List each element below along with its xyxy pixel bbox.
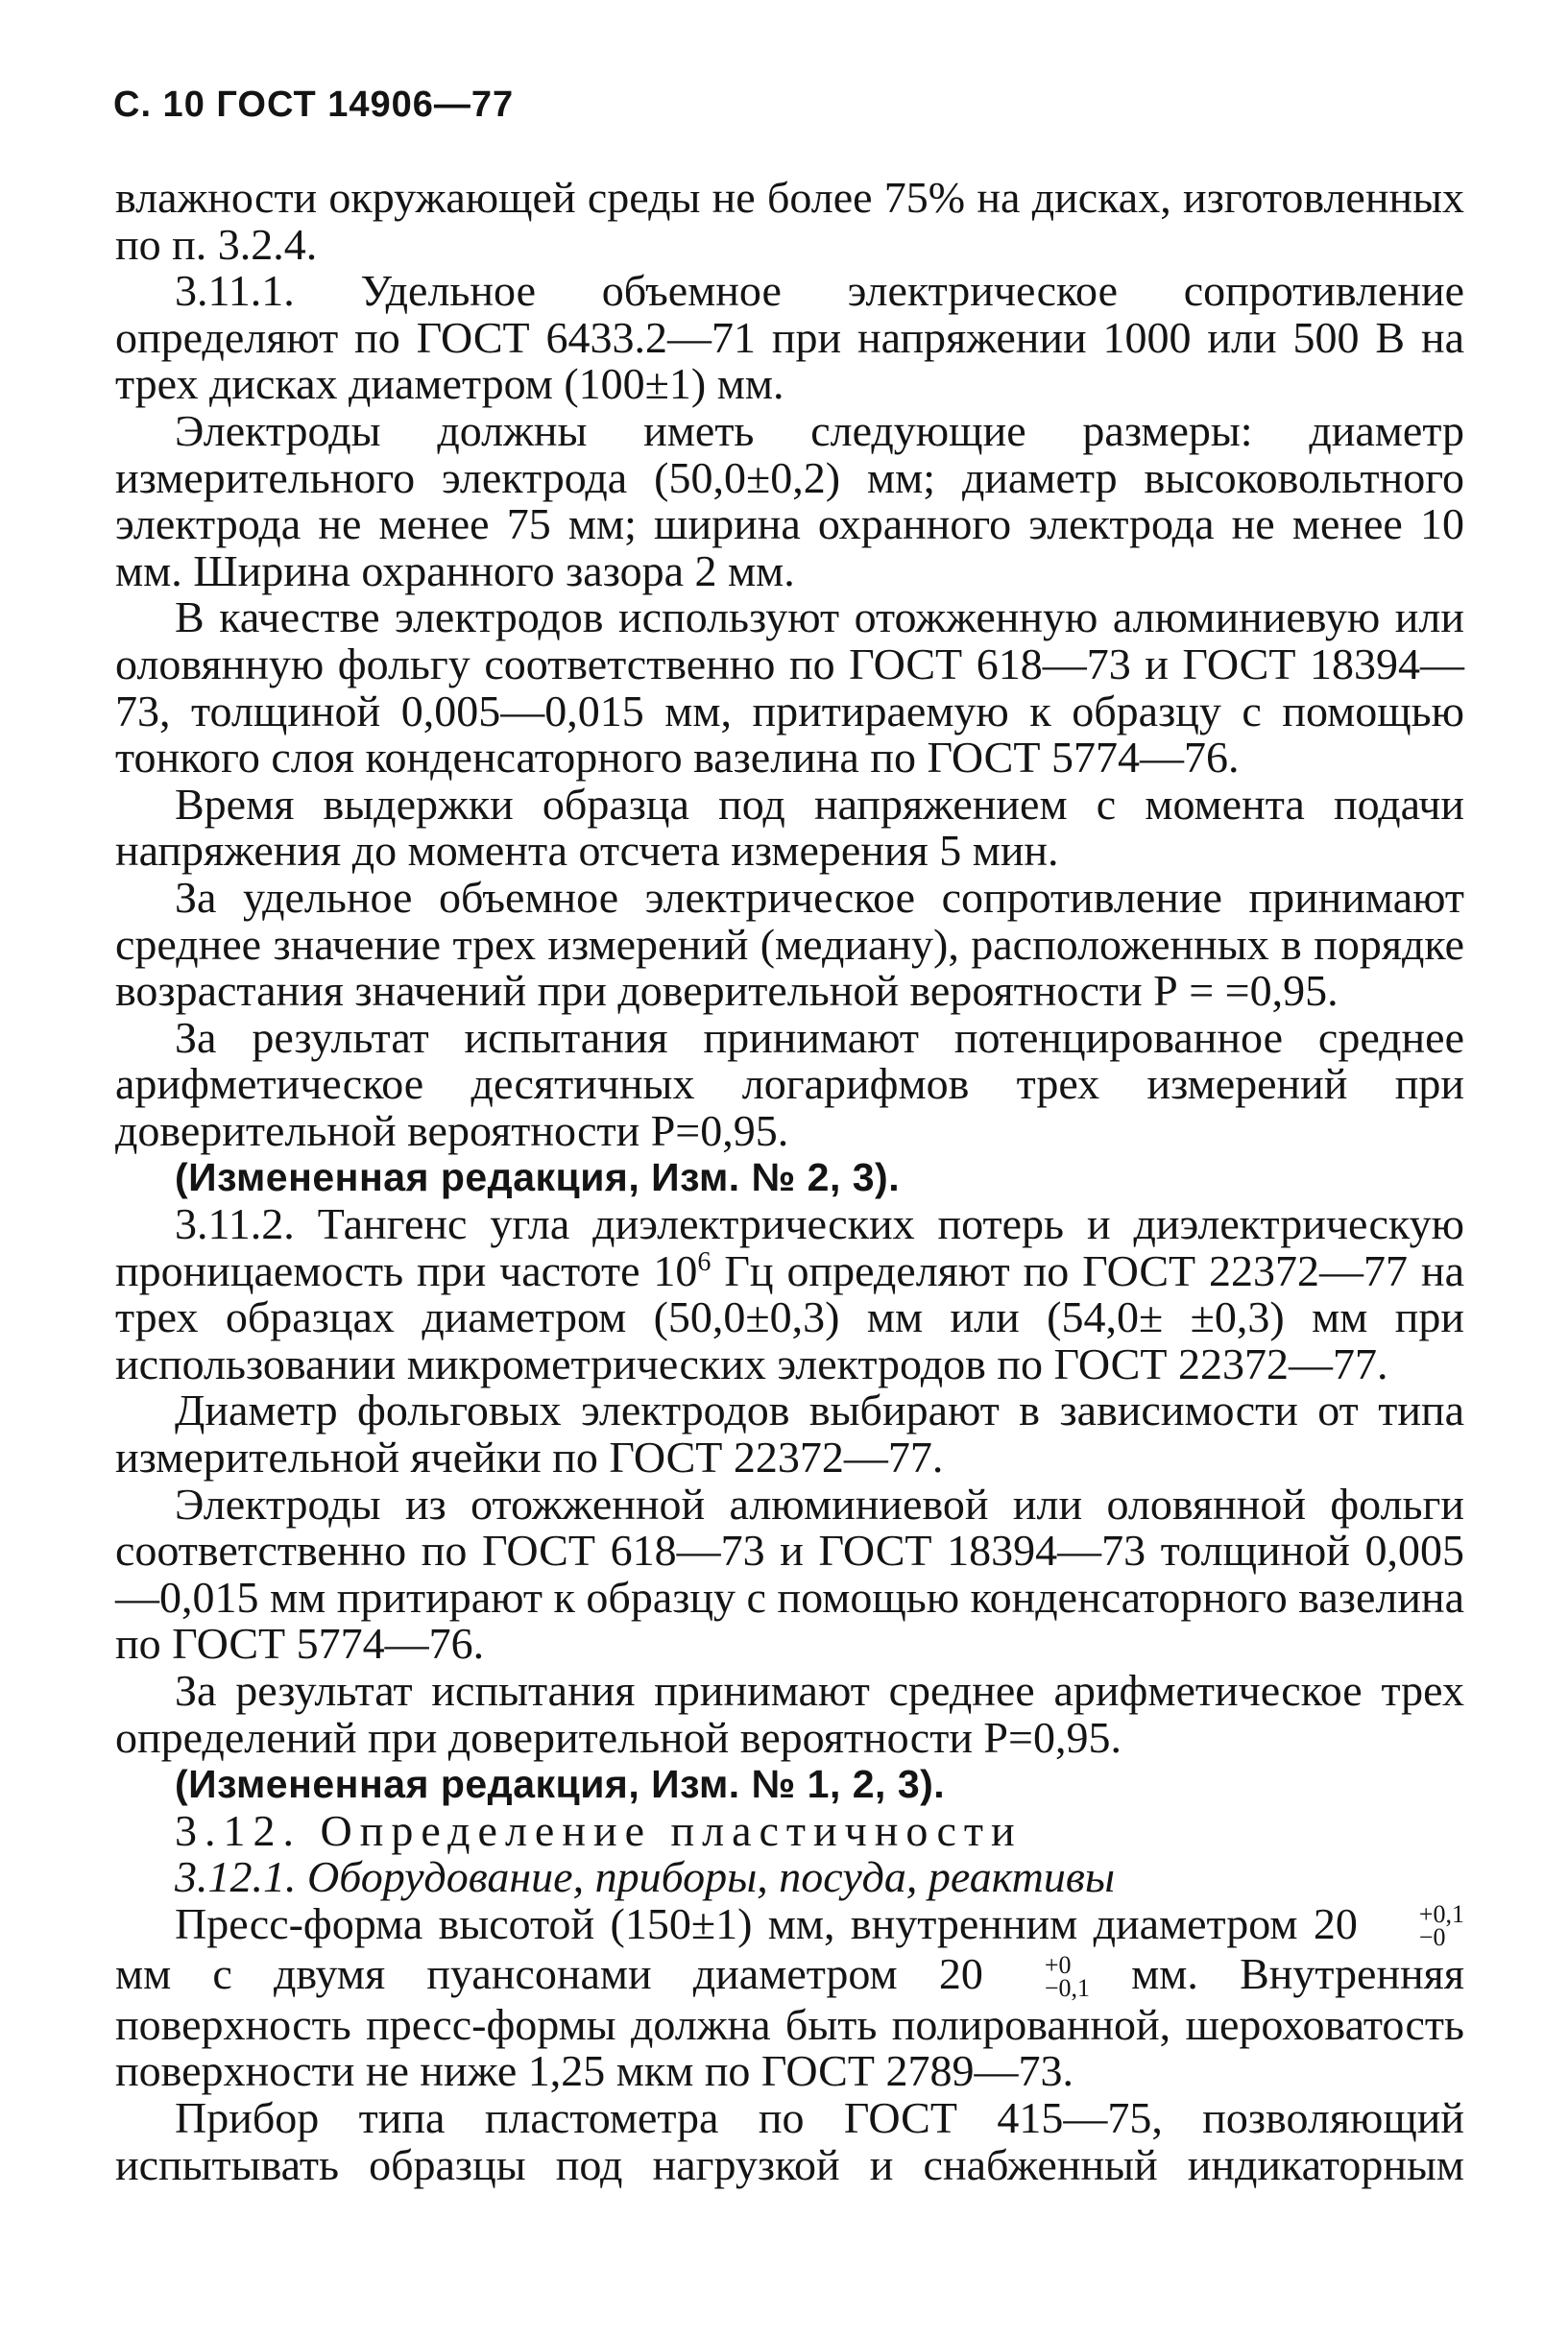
- paragraph: Электроды должны иметь следующие размеры: диаметр измерительного электрода (50,0±0,2) мм; диаметр высоковольтного электрода не менее 75 мм; ширина охранного электрода не менее 10 мм. Ширина охранного зазора 2 мм.: [115, 405, 1464, 595]
- tolerance-upper: +0,1: [1418, 1900, 1464, 1929]
- paragraph: [115, 1201, 1464, 1387]
- amendment-note: (Измененная редакция, Изм. № 2, 3).: [175, 1155, 901, 1200]
- page-header: С. 10 ГОСТ 14906—77: [113, 84, 515, 125]
- paragraph-text: мм. Внутренняя поверхность пресс-формы должна быть полированной, шероховатость поверхности не ниже 1,25 мкм по ГОСТ 2789—73.: [115, 1949, 1465, 2096]
- paragraph: 3.11.1. Удельное объемное электрическое сопротивление определяют по ГОСТ 6433.2—71 при напряжении 1000 или 500 В на трех дисках диаметром (100±1) мм.: [115, 266, 1464, 409]
- paragraph: [115, 1898, 1465, 2096]
- amendment-note: (Измененная редакция, Изм. № 1, 2, 3).: [175, 1762, 946, 1807]
- tolerance: [985, 1950, 1090, 2002]
- tolerance-lower: −0,1: [1044, 1973, 1090, 2002]
- paragraph-text: 3.11.2. Тангенс угла диэлектрических потерь и диэлектрическую проницаемость при частоте 10: [115, 1199, 1464, 1295]
- paragraph-text: мм с двумя пуансонами диаметром 20: [115, 1949, 983, 1999]
- paragraph: Время выдержки образца под напряжением с момента подачи напряжения до момента отсчета измерения 5 мин.: [115, 779, 1464, 876]
- paragraph: За результат испытания принимают потенцированное среднее арифметическое десятичных логарифмов трех измерений при доверительной вероятности Р=0,95.: [115, 1012, 1464, 1155]
- paragraph-text: Пресс-форма высотой (150±1) мм, внутренним диаметром 20: [175, 1898, 1358, 1948]
- superscript: 6: [697, 1246, 712, 1277]
- subsection-heading: 3.12.1. Оборудование, приборы, посуда, реактивы: [175, 1852, 1115, 1902]
- paragraph: За удельное объемное электрическое сопротивление принимают среднее значение трех измерений (медиану), расположенных в порядке возрастания значений при доверительной вероятности Р = =0,95.: [115, 872, 1464, 1016]
- section-heading: 3.12. Определение пластичности: [175, 1805, 1023, 1855]
- paragraph: Прибор типа пластометра по ГОСТ 415—75, позволяющий испытывать образцы под нагрузкой и снабженный индикаторным: [115, 2093, 1464, 2189]
- paragraph: За результат испытания принимают среднее арифметическое трех определений при доверительной вероятности Р=0,95.: [115, 1666, 1464, 1762]
- paragraph: В качестве электродов используют отожженную алюминиевую или оловянную фольгу соответственно по ГОСТ 618—73 и ГОСТ 18394—73, толщиной 0,005—0,015 мм, притираемую к образцу с помощью тонкого слоя конденсаторного вазелина по ГОСТ 5774—76.: [115, 592, 1464, 783]
- document-body: [115, 175, 1464, 2188]
- tolerance-lower: −0: [1418, 1923, 1446, 1952]
- paragraph-text: Гц определяют по ГОСТ 22372—77 на трех образцах диаметром (50,0±0,3) мм или (54,0± ±0,3) мм при использовании микрометрических электродов по ГОСТ 22372—77.: [115, 1245, 1464, 1388]
- paragraph: Электроды из отожженной алюминиевой или оловянной фольги соответственно по ГОСТ 618—73 и ГОСТ 18394—73 толщиной 0,005—0,015 мм притирают к образцу с помощью конденсаторного вазелина по ГОСТ 5774—76.: [115, 1479, 1464, 1669]
- paragraph: Диаметр фольговых электродов выбирают в зависимости от типа измерительной ячейки по ГОСТ 22372—77.: [115, 1386, 1464, 1483]
- paragraph: влажности окружающей среды не более 75% на дисках, изготовленных по п. 3.2.4.: [115, 173, 1464, 269]
- tolerance: [1360, 1900, 1464, 1952]
- tolerance-upper: +0: [1044, 1950, 1072, 1979]
